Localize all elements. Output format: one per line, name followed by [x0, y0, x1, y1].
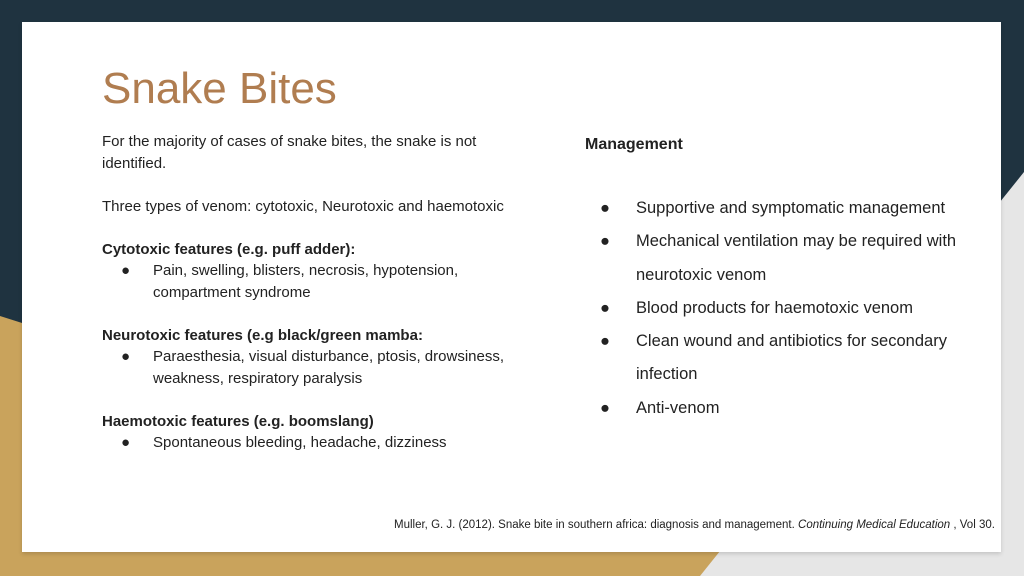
management-list: [585, 192, 985, 425]
citation-volume: , Vol 30.: [953, 519, 995, 531]
citation-text: Muller, G. J. (2012). Snake bite in southern africa: diagnosis and management.: [394, 519, 795, 531]
list-item: [102, 346, 522, 389]
bullet-icon: ●: [600, 232, 610, 251]
cytotoxic-heading: Cytotoxic features (e.g. puff adder):: [102, 240, 356, 258]
list-item: [585, 292, 985, 325]
intro-text: For the majority of cases of snake bites, the snake is not identified.: [102, 133, 477, 172]
list-item: [102, 432, 522, 454]
list-item-text: Blood products for haemotoxic venom: [636, 298, 913, 317]
haemotoxic-heading: Haemotoxic features (e.g. boomslang): [102, 412, 374, 430]
list-item-text: Clean wound and antibiotics for secondary infection: [636, 332, 947, 384]
list-item-text: Supportive and symptomatic management: [636, 199, 946, 217]
neurotoxic-list: [102, 346, 522, 389]
bullet-icon: ●: [600, 398, 610, 417]
cytotoxic-list: [102, 260, 522, 303]
bullet-icon: ●: [121, 348, 131, 365]
left-column: [102, 131, 522, 454]
citation: [394, 519, 995, 531]
venom-types-text: Three types of venom: cytotoxic, Neurotoxic and haemotoxic: [102, 197, 504, 215]
list-item: [585, 392, 985, 425]
list-item: [585, 225, 985, 292]
list-item: [585, 192, 985, 225]
slide-card: [22, 22, 1001, 552]
list-item-text: Anti-venom: [636, 398, 720, 417]
haemotoxic-list: [102, 432, 522, 454]
list-item-text: Pain, swelling, blisters, necrosis, hypotension, compartment syndrome: [153, 262, 459, 301]
list-item: [102, 260, 522, 303]
list-item: [585, 325, 985, 392]
bullet-icon: ●: [121, 262, 131, 279]
bullet-icon: ●: [121, 434, 131, 451]
bullet-icon: ●: [600, 332, 610, 351]
bullet-icon: ●: [600, 199, 610, 217]
management-column: [585, 134, 985, 425]
citation-journal: Continuing Medical Education: [798, 519, 951, 531]
slide-title: Snake Bites: [102, 64, 337, 113]
list-item-text: Paraesthesia, visual disturbance, ptosis, drowsiness, weakness, respiratory paralysis: [153, 348, 505, 387]
list-item-text: Spontaneous bleeding, headache, dizziness: [153, 434, 447, 451]
neurotoxic-heading: Neurotoxic features (e.g black/green mamba:: [102, 326, 423, 344]
list-item-text: Mechanical ventilation may be required with neurotoxic venom: [636, 232, 957, 284]
management-heading: Management: [585, 136, 683, 153]
bullet-icon: ●: [600, 298, 610, 317]
